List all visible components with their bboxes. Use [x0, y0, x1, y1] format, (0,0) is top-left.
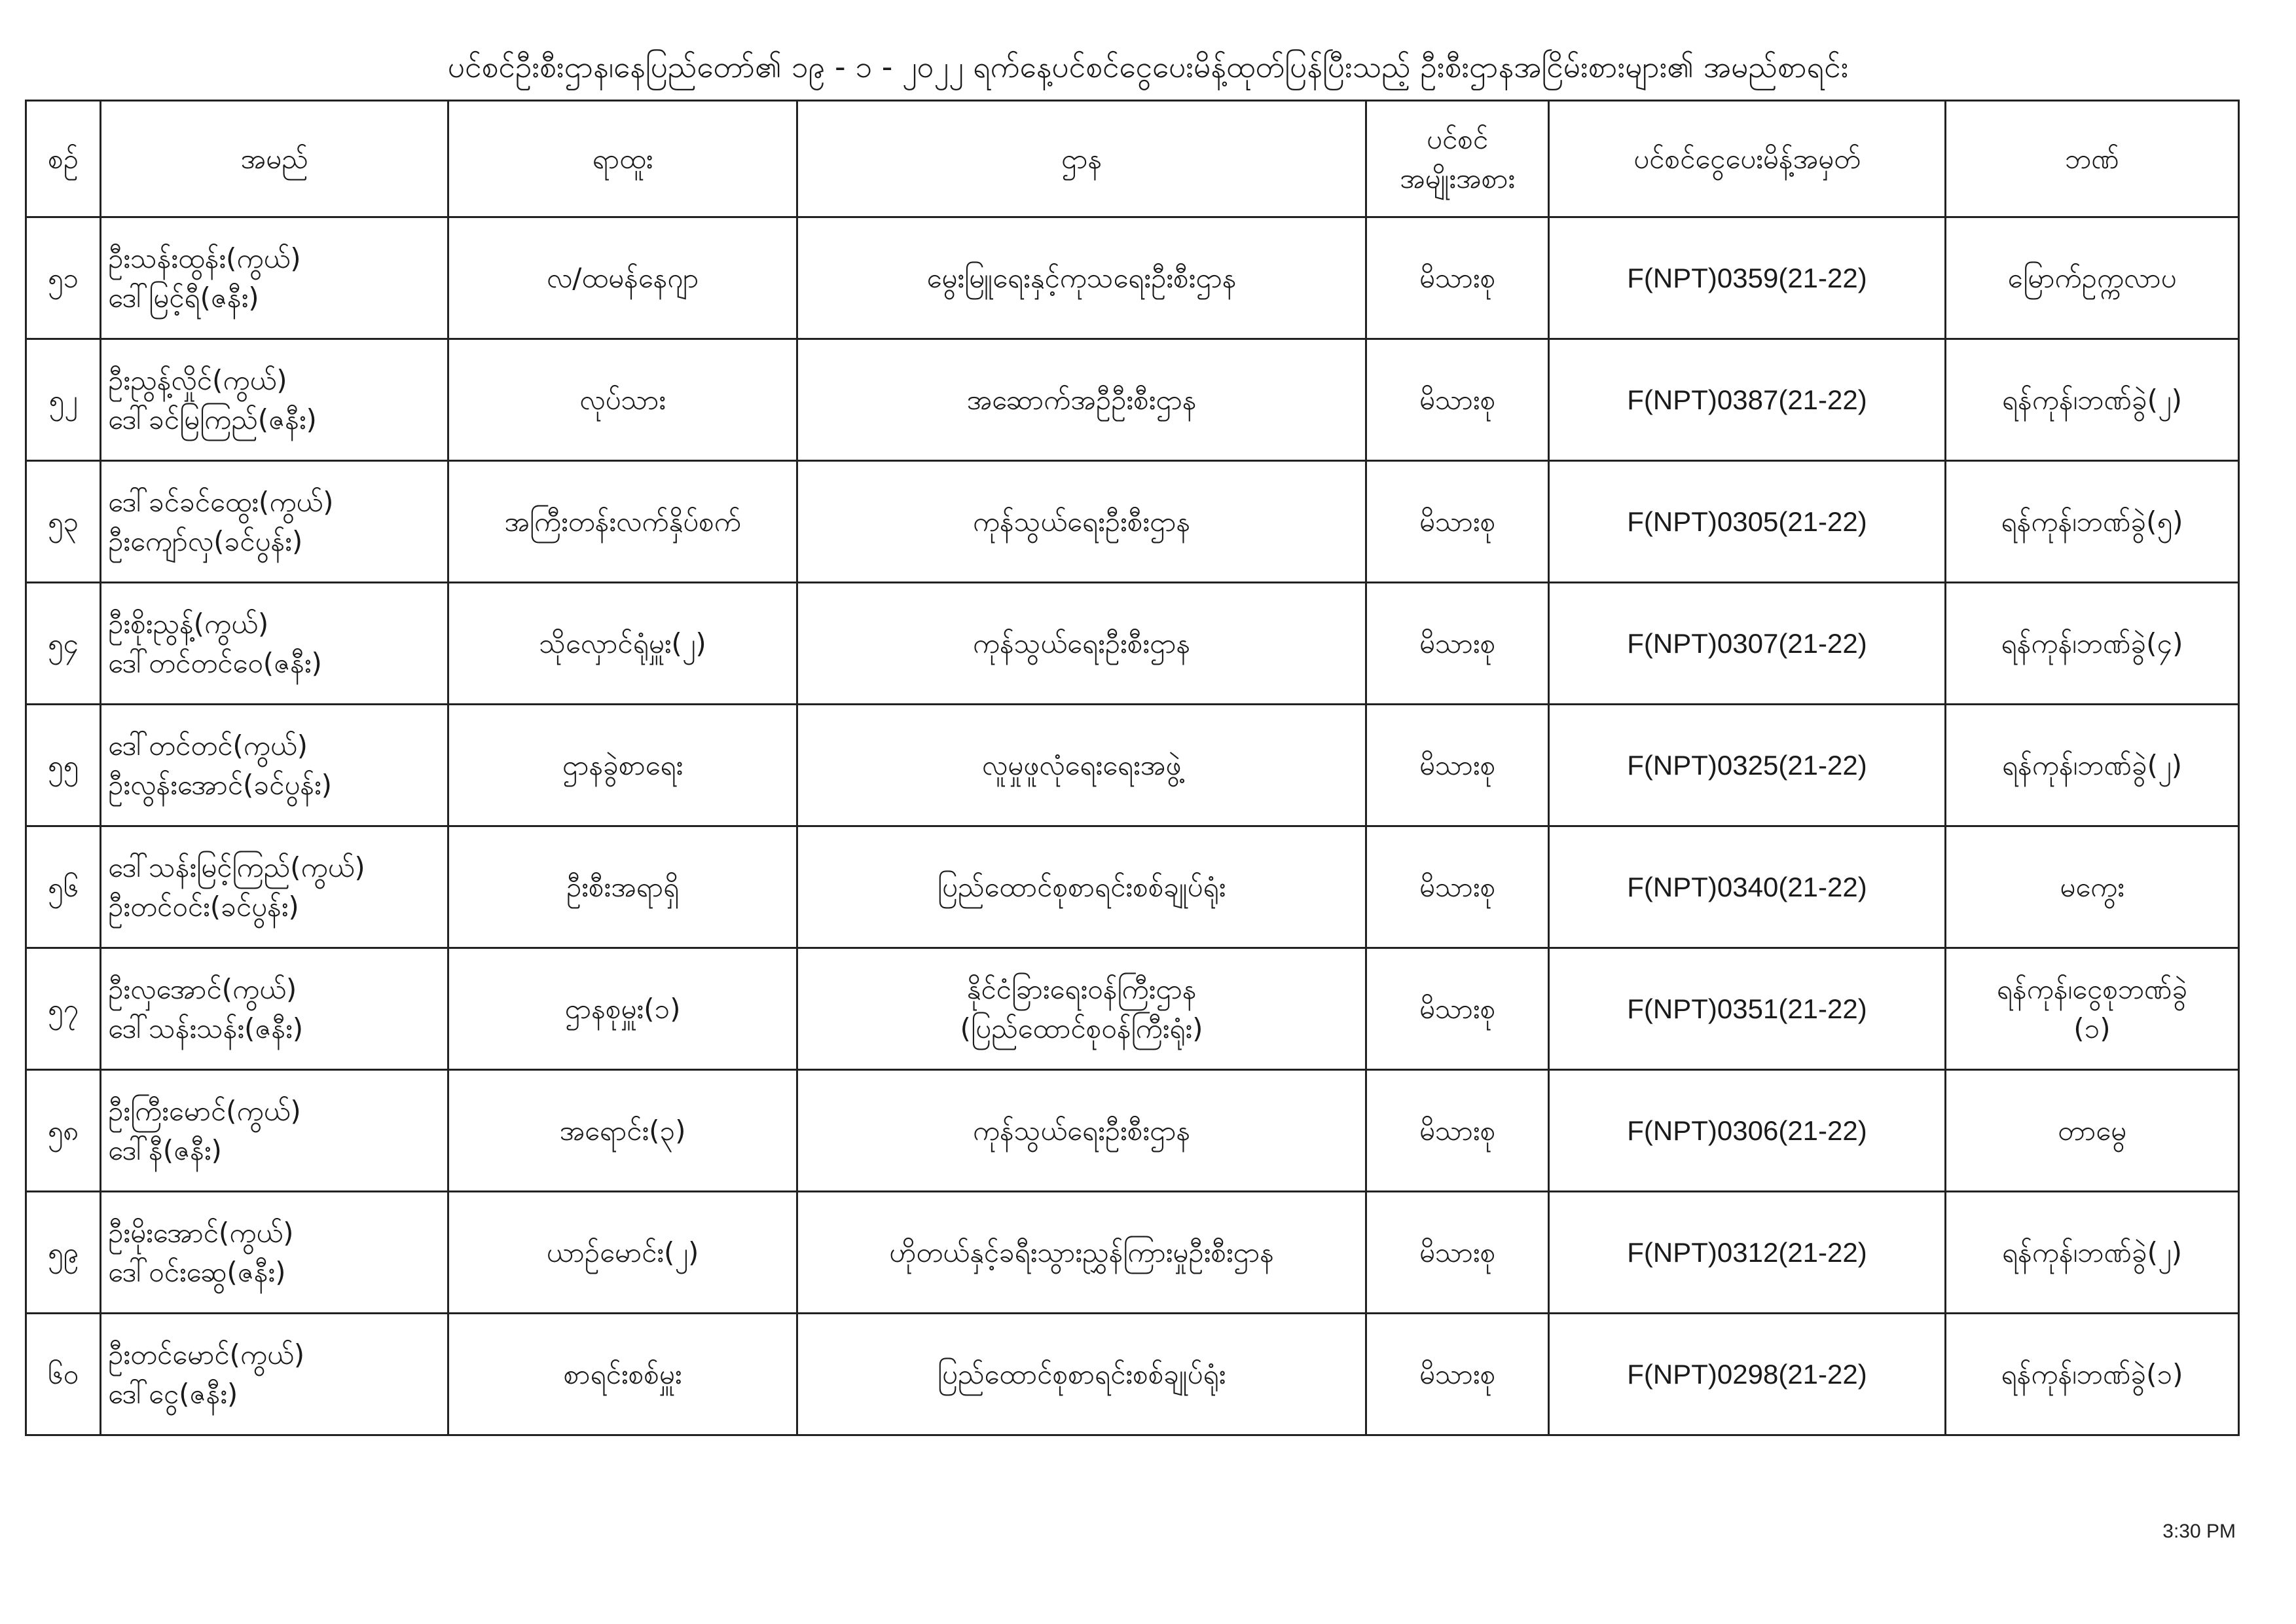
name-line: ဦးသန်းထွန်း(ကွယ်)	[108, 242, 301, 274]
name-line: ဦးကျော်လှ(ခင်ပွန်း)	[108, 525, 303, 557]
bank-line: မြောက်ဥက္ကလာပ	[2007, 261, 2177, 294]
rank-line: လုပ်သား	[579, 383, 666, 416]
rank-cell	[448, 705, 797, 826]
department-line: ပြည်ထောင်စုစာရင်းစစ်ချုပ်ရုံး	[937, 870, 1226, 903]
department-line: အဆောက်အဦဦးစီးဌာန	[966, 383, 1197, 416]
bank-cell	[1946, 826, 2239, 948]
name-line: ဦးလှအောင်(ကွယ်)	[108, 972, 297, 1005]
department-line: ပြည်ထောင်စုစာရင်းစစ်ချုပ်ရုံး	[937, 1357, 1226, 1390]
page-title: ပင်စင်ဦးစီးဌာန၊နေပြည်တော်၏ ၁၉ - ၁ - ၂၀၂၂ ရက်နေ့ပင်စင်ငွေပေးမိန့်ထုတ်ပြန်ပြီးသည့် ဦးစီးဌာနအငြိမ်းစားများ၏ အမည်စာရင်း	[447, 49, 1849, 84]
header-pension-type-line: အမျိုးအစား	[1400, 162, 1515, 194]
table-row	[26, 1070, 2239, 1192]
name-line: ဒေါ်နီ(ဇနီး)	[108, 1134, 222, 1166]
rank-cell	[448, 1192, 797, 1314]
name-cell	[101, 1314, 448, 1435]
department-cell	[797, 461, 1366, 583]
order-number-cell: F(NPT)0325(21-22)	[1549, 705, 1946, 826]
name-cell	[101, 217, 448, 339]
table-row	[26, 948, 2239, 1070]
pension-type-cell: မိသားစု	[1366, 461, 1549, 583]
rank-cell	[448, 1070, 797, 1192]
department-line: (ပြည်ထောင်စုဝန်ကြီးရုံး)	[960, 1012, 1203, 1044]
pension-type-cell: မိသားစု	[1366, 217, 1549, 339]
rank-cell	[448, 826, 797, 948]
pension-type-cell: မိသားစု	[1366, 705, 1549, 826]
row-number-cell: ၅၃	[26, 461, 101, 583]
header-bank: ဘဏ်	[1946, 101, 2239, 217]
row-number-cell: ၅၈	[26, 1070, 101, 1192]
department-line: မွေးမြူရေးနှင့်ကုသရေးဦးစီးဌာန	[926, 261, 1237, 294]
bank-cell	[1946, 461, 2239, 583]
rank-line: အကြီးတန်းလက်နှိပ်စက်	[504, 505, 741, 538]
pension-roster-table	[25, 100, 2240, 1436]
rank-cell	[448, 583, 797, 705]
name-line: ဒေါ်ငွေ(ဇနီး)	[108, 1377, 238, 1410]
order-number-cell: F(NPT)0312(21-22)	[1549, 1192, 1946, 1314]
name-cell	[101, 948, 448, 1070]
bank-cell	[1946, 1314, 2239, 1435]
table-row	[26, 1314, 2239, 1435]
pension-type-cell: မိသားစု	[1366, 339, 1549, 461]
timestamp: 3:30 PM	[2162, 1521, 2236, 1542]
name-line: ဒေါ်မြင့်ရီ(ဇနီး)	[108, 281, 259, 314]
bank-line: ရန်ကုန်၊ဘဏ်ခွဲ(၄)	[2001, 627, 2183, 659]
table-row	[26, 461, 2239, 583]
row-number-cell: ၅၁	[26, 217, 101, 339]
bank-line: ရန်ကုန်၊ဘဏ်ခွဲ(၅)	[2001, 505, 2183, 538]
pension-type-cell: မိသားစု	[1366, 1314, 1549, 1435]
rank-cell	[448, 948, 797, 1070]
name-line: ဒေါ်သန်းသန်း(ဇနီး)	[108, 1012, 304, 1044]
department-cell	[797, 1070, 1366, 1192]
department-cell	[797, 339, 1366, 461]
bank-cell	[1946, 1070, 2239, 1192]
bank-cell	[1946, 339, 2239, 461]
name-line: ဒေါ်တင်တင်ဝေ(ဇနီး)	[108, 646, 322, 679]
bank-line: ရန်ကုန်၊ဘဏ်ခွဲ(၂)	[2001, 1236, 2183, 1268]
pension-type-cell: မိသားစု	[1366, 1070, 1549, 1192]
name-cell	[101, 1070, 448, 1192]
name-cell	[101, 461, 448, 583]
department-cell	[797, 1192, 1366, 1314]
order-number-cell: F(NPT)0305(21-22)	[1549, 461, 1946, 583]
header-row	[26, 101, 2239, 217]
name-line: ဦးလွန်းအောင်(ခင်ပွန်း)	[108, 768, 333, 801]
name-cell	[101, 583, 448, 705]
row-number-cell: ၅၇	[26, 948, 101, 1070]
header-name: အမည်	[101, 101, 448, 217]
name-cell	[101, 339, 448, 461]
bank-line: (၁)	[2073, 1012, 2111, 1044]
table-row	[26, 826, 2239, 948]
table-row	[26, 1192, 2239, 1314]
order-number-cell: F(NPT)0306(21-22)	[1549, 1070, 1946, 1192]
pension-type-cell: မိသားစု	[1366, 583, 1549, 705]
bank-line: ရန်ကုန်၊ငွေစုဘဏ်ခွဲ	[1996, 972, 2188, 1005]
pension-type-cell: မိသားစု	[1366, 826, 1549, 948]
name-cell	[101, 705, 448, 826]
rank-line: သိုလှောင်ရုံမှူး(၂)	[539, 627, 706, 659]
bank-line: ရန်ကုန်၊ဘဏ်ခွဲ(၁)	[2001, 1357, 2183, 1390]
table-row	[26, 217, 2239, 339]
header-department: ဌာန	[797, 101, 1366, 217]
order-number-cell: F(NPT)0359(21-22)	[1549, 217, 1946, 339]
department-line: ကုန်သွယ်ရေးဦးစီးဌာန	[972, 627, 1191, 659]
order-number-cell: F(NPT)0351(21-22)	[1549, 948, 1946, 1070]
table-row	[26, 339, 2239, 461]
row-number-cell: ၅၅	[26, 705, 101, 826]
rank-line: ဌာနစုမှူး(၁)	[564, 992, 681, 1025]
department-line: ကုန်သွယ်ရေးဦးစီးဌာန	[972, 1114, 1191, 1147]
rank-line: အရောင်း(၃)	[559, 1114, 686, 1147]
header-rank: ရာထူး	[448, 101, 797, 217]
header-pension-type-line: ပင်စင်	[1426, 122, 1489, 155]
rank-line: ဌာနခွဲစာရေး	[562, 748, 683, 781]
department-line: နိုင်ငံခြားရေးဝန်ကြီးဌာန	[966, 972, 1197, 1005]
order-number-cell: F(NPT)0307(21-22)	[1549, 583, 1946, 705]
bank-line: ရန်ကုန်၊ဘဏ်ခွဲ(၂)	[2001, 383, 2183, 416]
order-number-cell: F(NPT)0340(21-22)	[1549, 826, 1946, 948]
header-pension-type	[1366, 101, 1549, 217]
pension-type-cell: မိသားစု	[1366, 948, 1549, 1070]
row-number-cell: ၅၂	[26, 339, 101, 461]
rank-cell	[448, 339, 797, 461]
table-row	[26, 583, 2239, 705]
department-cell	[797, 705, 1366, 826]
rank-cell	[448, 461, 797, 583]
header-order-number: ပင်စင်ငွေပေးမိန့်အမှတ်	[1549, 101, 1946, 217]
row-number-cell: ၅၄	[26, 583, 101, 705]
order-number-cell: F(NPT)0387(21-22)	[1549, 339, 1946, 461]
department-cell	[797, 948, 1366, 1070]
bank-line: မကွေး	[2060, 870, 2124, 903]
table-body	[26, 217, 2239, 1435]
department-line: ကုန်သွယ်ရေးဦးစီးဌာန	[972, 505, 1191, 538]
name-line: ဦးစိုးညွန့်(ကွယ်)	[108, 607, 269, 640]
department-cell	[797, 1314, 1366, 1435]
name-line: ဒေါ်တင်တင်(ကွယ်)	[108, 729, 308, 762]
bank-line: ရန်ကုန်၊ဘဏ်ခွဲ(၂)	[2001, 748, 2183, 781]
name-line: ဒေါ်ခင်မြကြည်(ဇနီး)	[108, 403, 317, 435]
name-line: ဦးတင်ဝင်း(ခင်ပွန်း)	[108, 890, 299, 923]
bank-cell	[1946, 583, 2239, 705]
row-number-cell: ၆၀	[26, 1314, 101, 1435]
bank-line: တာမွေ	[2058, 1114, 2126, 1147]
name-cell	[101, 1192, 448, 1314]
order-number-cell: F(NPT)0298(21-22)	[1549, 1314, 1946, 1435]
rank-line: ဦးစီးအရာရှိ	[566, 870, 680, 903]
department-line: လူမှုဖူလုံရေးရေးအဖွဲ့	[981, 748, 1182, 781]
row-number-cell: ၅၉	[26, 1192, 101, 1314]
name-cell	[101, 826, 448, 948]
department-line: ဟိုတယ်နှင့်ခရီးသွားညွှန်ကြားမှုဦးစီးဌာန	[889, 1236, 1274, 1268]
name-line: ဒေါ်ခင်ခင်ထွေး(ကွယ်)	[108, 485, 334, 518]
name-line: ဒေါ်သန်းမြင့်ကြည်(ကွယ်)	[108, 851, 365, 883]
department-cell	[797, 217, 1366, 339]
name-line: ဦးမိုးအောင်(ကွယ်)	[108, 1216, 294, 1249]
rank-cell	[448, 1314, 797, 1435]
name-line: ဦးညွန့်လှိုင်(ကွယ်)	[108, 363, 287, 396]
bank-cell	[1946, 705, 2239, 826]
department-cell	[797, 583, 1366, 705]
rank-line: လ/ထမန်နေဂျာ	[546, 261, 699, 294]
rank-line: စာရင်းစစ်မှူး	[563, 1357, 682, 1390]
rank-cell	[448, 217, 797, 339]
header-no: စဉ်	[26, 101, 101, 217]
table-row	[26, 705, 2239, 826]
name-line: ဒေါ်ဝင်းဆွေ(ဇနီး)	[108, 1255, 286, 1288]
department-cell	[797, 826, 1366, 948]
name-line: ဦးကြီးမောင်(ကွယ်)	[108, 1094, 301, 1127]
row-number-cell: ၅၆	[26, 826, 101, 948]
pension-type-cell: မိသားစု	[1366, 1192, 1549, 1314]
bank-cell	[1946, 217, 2239, 339]
rank-line: ယာဉ်မောင်း(၂)	[546, 1236, 699, 1268]
bank-cell	[1946, 1192, 2239, 1314]
name-line: ဦးတင်မောင်(ကွယ်)	[108, 1338, 305, 1371]
bank-cell	[1946, 948, 2239, 1070]
